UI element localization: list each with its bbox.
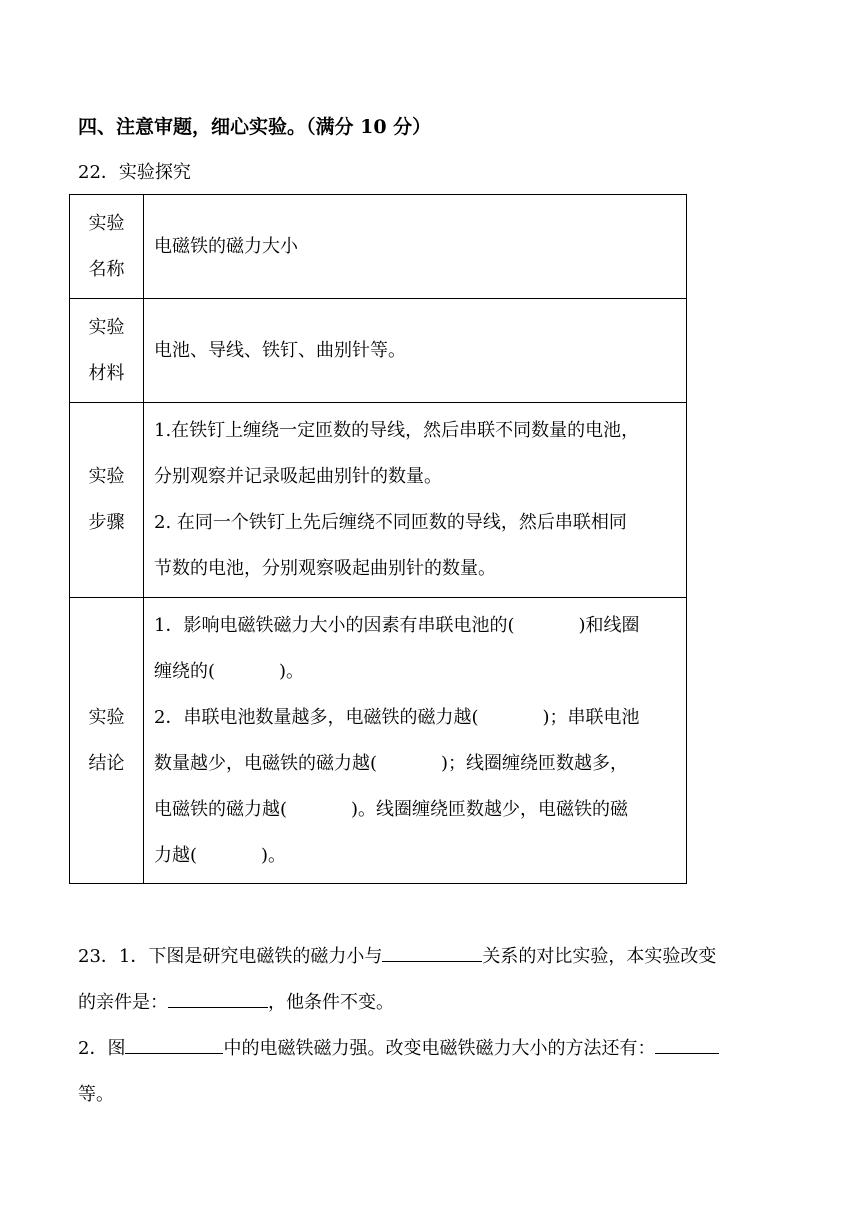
text: 电磁铁的磁力越( [154,798,288,820]
content-line: 节数的电池，分别观察吸起曲别针的数量。 [154,558,496,579]
content-line: 电磁铁的磁力大小 [154,235,298,257]
content-line: 分别观察并记录吸起曲别针的数量。 [154,466,442,487]
text: 2．图 [78,1038,126,1059]
text: )。 [279,660,305,682]
content-line: 1.在铁钉上缠绕一定匝数的导线，然后串联不同数量的电池， [154,420,640,441]
text: )。 [261,844,287,866]
row-content [144,299,687,403]
text: 2．串联电池数量越多，电磁铁的磁力越( [154,706,479,728]
text: 关系的对比实验，本实验改变 [482,946,717,967]
row-content [144,598,687,884]
question-title: 实验探究 [118,162,191,183]
q23-line-2 [78,988,394,1014]
text: ，他条件不变。 [268,992,394,1013]
text: )和线圈 [578,614,640,636]
answer-blank[interactable] [655,1035,719,1054]
row-label [70,598,144,884]
table-row-steps [70,403,687,598]
content-line [154,787,680,833]
row-label [70,403,144,598]
table-row-conclusion [70,598,687,884]
q23-line-4: 等。 [78,1084,114,1105]
section-heading: 四、注意审题，细心实验。（满分 10 分） [78,116,432,138]
answer-blank[interactable] [382,943,482,962]
row-label [70,195,144,299]
content-line [154,695,680,741]
content-line [154,741,680,787]
q23-line-3 [78,1034,719,1060]
answer-blank[interactable] [168,989,268,1008]
label-line: 实验 [88,212,125,234]
row-label [70,299,144,403]
text: )；串联电池 [542,706,640,728]
table-row-materials [70,299,687,403]
text: )；线圈缠绕匝数越多， [441,752,629,774]
question-number: 22． [78,162,119,183]
content-line [154,649,680,695]
experiment-table [69,194,687,884]
row-content [144,195,687,299]
text: 1．影响电磁铁磁力大小的因素有串联电池的( [154,614,515,636]
answer-blank[interactable] [125,1035,223,1054]
content-line: 2. 在同一个铁钉上先后缠绕不同匝数的导线，然后串联相同 [154,512,627,533]
label-line: 步骤 [88,512,125,533]
content-line [154,603,680,649]
label-line: 实验 [88,706,125,728]
content-line [154,833,680,879]
question-22-title [78,158,191,184]
label-line: 实验 [88,316,125,338]
text: 23．1．下图是研究电磁铁的磁力小与 [78,946,383,967]
label-line: 名称 [88,258,125,280]
content-line: 电池、导线、铁钉、曲别针等。 [154,339,406,361]
text: 缠绕的( [154,660,216,682]
label-line: 实验 [88,466,125,487]
table-row-name [70,195,687,299]
label-line: 材料 [88,362,125,384]
text: )。线圈缠绕匝数越少，电磁铁的磁 [351,798,629,820]
row-content [144,403,687,598]
q23-line-1 [78,942,716,968]
text: 中的电磁铁磁力强。改变电磁铁磁力大小的方法还有： [223,1038,656,1059]
text: 的亲件是： [78,992,168,1013]
text: 力越( [154,844,198,866]
label-line: 结论 [88,752,125,774]
text: 数量越少，电磁铁的磁力越( [154,752,378,774]
